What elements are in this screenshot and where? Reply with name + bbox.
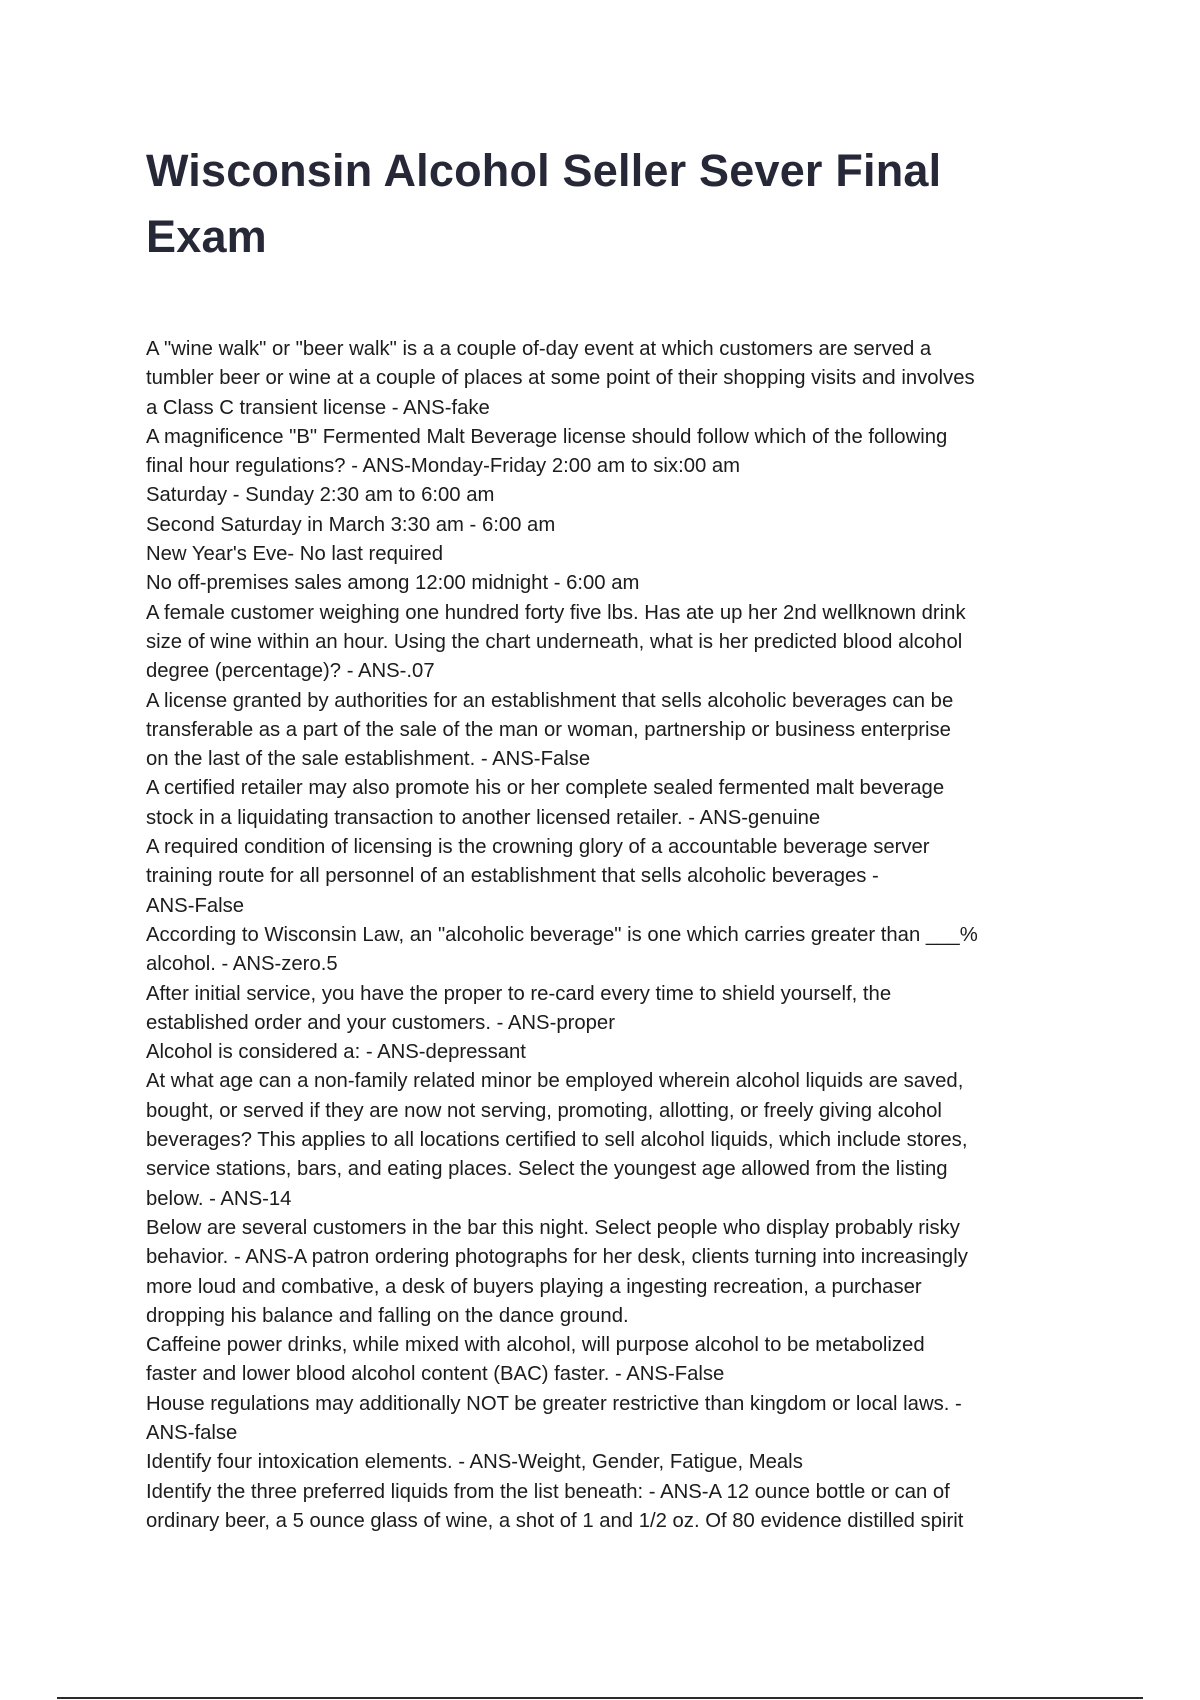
text-line: on the last of the sale establishment. - ANS-False bbox=[146, 748, 591, 771]
text-line: degree (percentage)? - ANS-.07 bbox=[146, 660, 435, 683]
text-line: A magnificence "B" Fermented Malt Beverage license should follow which of the following bbox=[146, 425, 948, 448]
text-line: size of wine within an hour. Using the chart underneath, what is her predicted blood alcohol bbox=[146, 630, 963, 653]
text-line: more loud and combative, a desk of buyers playing a ingesting recreation, a purchaser bbox=[146, 1275, 922, 1298]
text-line: below. - ANS-14 bbox=[146, 1187, 292, 1210]
text-line: established order and your customers. - ANS-proper bbox=[146, 1011, 615, 1034]
text-line: According to Wisconsin Law, an "alcoholic beverage" is one which carries greater than ___% bbox=[146, 923, 978, 946]
text-line: transferable as a part of the sale of the man or woman, partnership or business enterprise bbox=[146, 718, 951, 741]
text-line: Identify the three preferred liquids from the list beneath: - ANS-A 12 ounce bottle or can of bbox=[146, 1480, 950, 1503]
text-line: alcohol. - ANS-zero.5 bbox=[146, 953, 338, 976]
text-line: bought, or served if they are now not serving, promoting, allotting, or freely giving alcohol bbox=[146, 1099, 942, 1122]
text-line: A certified retailer may also promote his or her complete sealed fermented malt beverage bbox=[146, 777, 945, 800]
text-line: New Year's Eve- No last required bbox=[146, 543, 443, 566]
text-line: At what age can a non-family related minor be employed wherein alcohol liquids are saved, bbox=[146, 1070, 964, 1093]
text-line: behavior. - ANS-A patron ordering photographs for her desk, clients turning into increasingly bbox=[146, 1246, 968, 1269]
text-line: faster and lower blood alcohol content (BAC) faster. - ANS-False bbox=[146, 1363, 725, 1386]
text-line: tumbler beer or wine at a couple of places at some point of their shopping visits and involves bbox=[146, 367, 975, 390]
text-line: No off-premises sales among 12:00 midnight - 6:00 am bbox=[146, 572, 640, 595]
text-line: Identify four intoxication elements. - ANS-Weight, Gender, Fatigue, Meals bbox=[146, 1451, 803, 1474]
text-line: stock in a liquidating transaction to another licensed retailer. - ANS-genuine bbox=[146, 806, 821, 829]
text-line: training route for all personnel of an establishment that sells alcoholic beverages - bbox=[146, 865, 879, 888]
text-line: ANS-false bbox=[146, 1421, 238, 1444]
text-line: House regulations may additionally NOT be greater restrictive than kingdom or local laws. - bbox=[146, 1392, 962, 1415]
text-line: A female customer weighing one hundred forty five lbs. Has ate up her 2nd wellknown drink bbox=[146, 601, 966, 624]
page-bottom-rule bbox=[57, 1697, 1143, 1699]
document-title bbox=[146, 138, 1046, 270]
text-line: beverages? This applies to all locations certified to sell alcohol liquids, which include stores, bbox=[146, 1129, 968, 1152]
text-line: Alcohol is considered a: - ANS-depressant bbox=[146, 1041, 526, 1064]
text-line: service stations, bars, and eating places. Select the youngest age allowed from the listing bbox=[146, 1158, 948, 1181]
text-line: Saturday - Sunday 2:30 am to 6:00 am bbox=[146, 484, 495, 507]
text-line: ordinary beer, a 5 ounce glass of wine, a shot of 1 and 1/2 oz. Of 80 evidence distilled spirit bbox=[146, 1509, 964, 1532]
text-line: dropping his balance and falling on the dance ground. bbox=[146, 1304, 629, 1327]
text-line: final hour regulations? - ANS-Monday-Friday 2:00 am to six:00 am bbox=[146, 455, 741, 478]
text-line: A required condition of licensing is the crowning glory of a accountable beverage server bbox=[146, 836, 930, 859]
title-line: Exam bbox=[146, 211, 267, 262]
text-line: Below are several customers in the bar this night. Select people who display probably risky bbox=[146, 1216, 960, 1239]
title-line: Wisconsin Alcohol Seller Sever Final bbox=[146, 145, 942, 196]
text-line: a Class C transient license - ANS-fake bbox=[146, 396, 490, 419]
text-line: Caffeine power drinks, while mixed with alcohol, will purpose alcohol to be metabolized bbox=[146, 1334, 925, 1357]
question-answer-list bbox=[146, 335, 1066, 1536]
text-line: ANS-False bbox=[146, 894, 245, 917]
text-line: Second Saturday in March 3:30 am - 6:00 am bbox=[146, 513, 556, 536]
text-line: After initial service, you have the proper to re-card every time to shield yourself, the bbox=[146, 982, 892, 1005]
text-line: A "wine walk" or "beer walk" is a a couple of-day event at which customers are served a bbox=[146, 338, 932, 360]
text-line: A license granted by authorities for an establishment that sells alcoholic beverages can be bbox=[146, 689, 954, 712]
